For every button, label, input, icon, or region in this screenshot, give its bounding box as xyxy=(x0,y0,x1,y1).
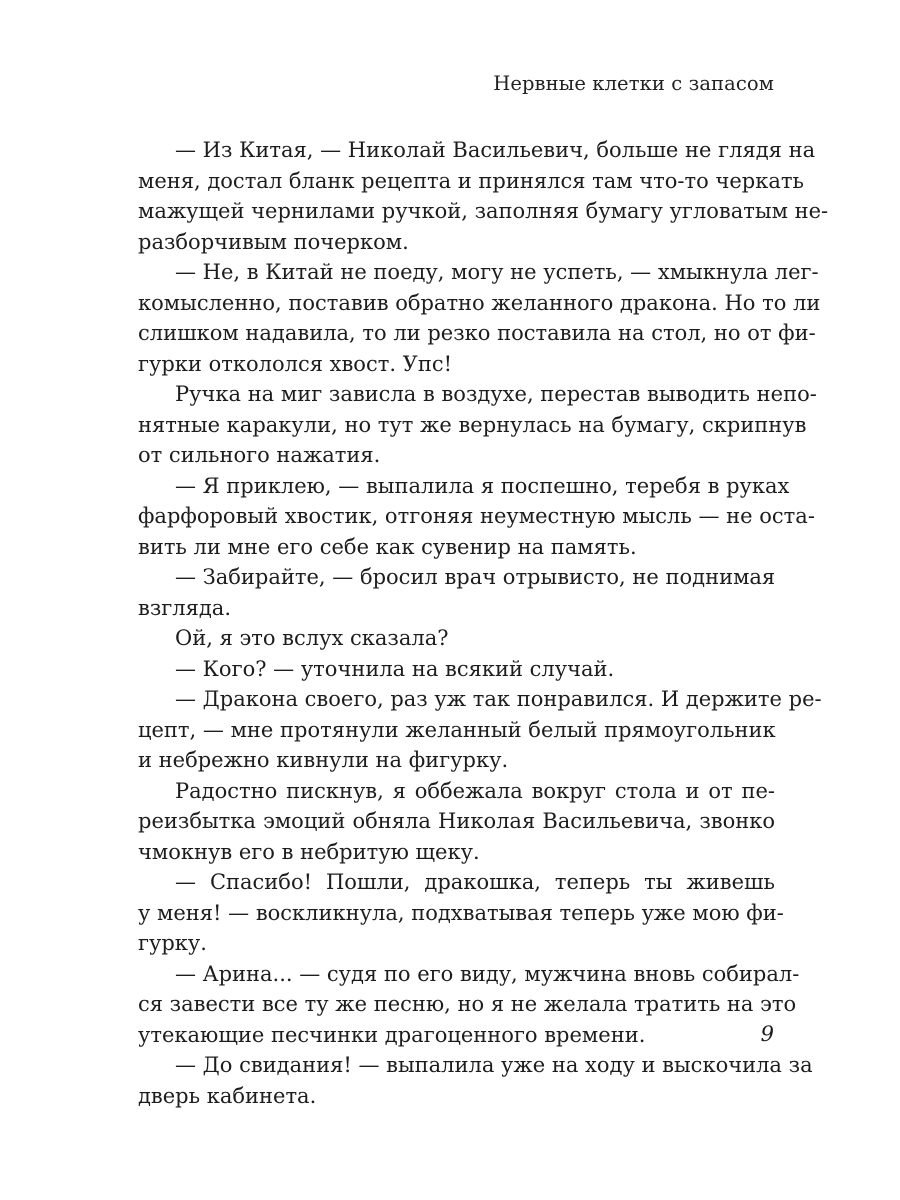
text-line: вить ли мне его себе как сувенир на память. xyxy=(138,534,637,559)
text-line: взгляда. xyxy=(138,595,231,620)
text-line: — Из Китая, — Николай Васильевич, больше не глядя на xyxy=(175,138,816,162)
text-line: — Я приклею, — выпалила я поспешно, теребя в руках xyxy=(175,473,790,498)
text-line: гурки откололся хвост. Упс! xyxy=(138,351,453,376)
text-line: Ой, я это вслух сказала? xyxy=(175,626,449,650)
text-line: утекающие песчинки драгоценного времени. xyxy=(138,1022,646,1047)
text-line: — Арина... — судя по его виду, мужчина вновь собирал- xyxy=(175,961,800,986)
text-line: гурку. xyxy=(138,931,207,955)
text-line: Ручка на миг зависла в воздухе, перестав выводить непо- xyxy=(175,382,817,406)
text-line: у меня! — воскликнула, подхватывая теперь уже мою фи- xyxy=(138,900,784,925)
text-line: — Забирайте, — бросил врач отрывисто, не поднимая xyxy=(175,565,776,589)
text-line: и небрежно кивнули на фигурку. xyxy=(138,748,509,772)
text-line: слишком надавила, то ли резко поставила на стол, но от фи- xyxy=(138,321,816,345)
text-line: комысленно, поставив обратно желанного дракона. Но то ли xyxy=(138,290,821,315)
text-line: нятные каракули, но тут же вернулась на бумагу, скрипнув xyxy=(138,412,807,437)
text-line: от сильного нажатия. xyxy=(138,443,381,467)
text-line: чмокнув его в небритую щеку. xyxy=(138,839,480,864)
text-line: — До свидания! — выпалила уже на ходу и выскочила за xyxy=(175,1053,813,1077)
text-line: фарфоровый хвостик, отгоняя неуместную мысль — не оста- xyxy=(138,504,815,528)
text-line: ся завести все ту же песню, но я не желала тратить на это xyxy=(138,992,797,1016)
text-line: — Не, в Китай не поеду, могу не успеть, — хмыкнула лег- xyxy=(175,260,819,284)
body-text xyxy=(138,135,829,1111)
page-number: 9 xyxy=(760,1022,774,1046)
text-line: меня, достал бланк рецепта и принялся там что-то черкать xyxy=(138,168,804,193)
text-line: разборчивым почерком. xyxy=(138,229,409,254)
text-line: — Кого? — уточнила на всякий случай. xyxy=(175,656,615,681)
text-line: — Дракона своего, раз уж так понравился. И держите ре- xyxy=(175,687,822,711)
text-line: реизбытка эмоций обняла Николая Васильевича, звонко xyxy=(138,809,775,833)
text-line: мажущей чернилами ручкой, заполняя бумагу угловатым не- xyxy=(138,199,829,223)
text-line: Радостно пискнув, я оббежала вокруг стола и от пе- xyxy=(175,778,775,803)
text-line: — Спасибо! Пошли, дракошка, теперь ты живешь xyxy=(175,870,775,894)
text-line: дверь кабинета. xyxy=(138,1083,317,1108)
text-line: цепт, — мне протянули желанный белый прямоугольник xyxy=(138,717,776,742)
running-header: Нервные клетки с запасом xyxy=(493,72,774,95)
